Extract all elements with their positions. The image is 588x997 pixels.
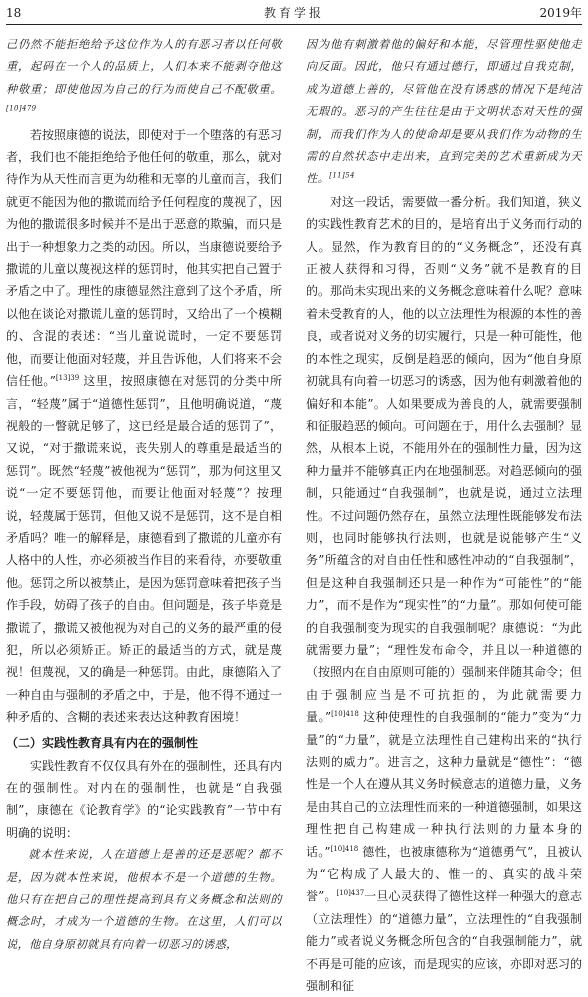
- section-heading: （二）实践性教育具有内在的强制性: [6, 735, 199, 750]
- citation-ref: [10]479: [6, 104, 37, 113]
- body-paragraph: 实践性教育不仅仅具有外在的强制性，还具有内在的强制性。对内在的强制性，也就是“自我强制”，康德在《论教育学》的“论实践教育”一节中有明确的说明：: [6, 758, 283, 840]
- citation-ref: [13]39: [55, 374, 80, 383]
- citation-ref: [10]418: [330, 844, 359, 853]
- block-quote-continuation: 己仍然不能拒绝给予这位作为人的有恶习者以任何敬重，起码在一个人的品质上，人们本来不能剥夺他这种敬重；即使他因为自己的行为而使自己不配敬重。$^{[10]479}$: [6, 38, 282, 113]
- journal-title: 教育学报: [263, 6, 324, 20]
- citation-ref: [10]418: [331, 710, 359, 719]
- block-quote: 就本性来说，人在道德上是善的还是恶呢？都不是，因为就本性来说，他根本不是一个道德的生物。他只有在把自己的理性提高到具有义务概念和法则的概念时，才成为一个道德的生物。在这里，人们可以说，他自身原初就具有向着一切恶习的诱惑，: [6, 848, 282, 951]
- citation-ref: [11]54: [329, 171, 355, 180]
- page-number: 18: [6, 6, 22, 20]
- body-paragraph: 对这一段话，需要做一番分析。我们知道，狭义的实践性教育艺术的目的，是培育出于义务而行动的人。显然，作为教育目的的“义务概念”，还没有真正被人获得和习得，否则“义务”就不是教育的目的。那尚未实现出来的义务概念意味着什么呢？意味着未受教育的人，他的以立法理性为根源的本性的善良，或者说对义务的切实履行，只是一种可能性，他的本性之现实，反倒是趋恶的倾向，因为“他自身原初就具有向着一切恶习的诱惑，因为他有刺激着他的偏好和本能”。人如果要成为善良的人，就需要强制和征服趋恶的倾向。可问题在于，用什么去强制？显然，从根本上说，不能用外在的强制性力量，因为这种力量并不能够真正内在地强制恶。对趋恶倾向的强制，只能通过“自我强制”，也就是说，通过立法理性。不过问题仍然存在，虽然立法理性既能够发布法则，也同时能够执行法则，也就是说能够产生“义务”所蕴含的对自由任性和感性冲动的“自我强制”，但是这种自我强制还只是一种作为“可能性”的“能力”，而不是作为“现实性”的“力量”。那如何使可能的自我强制变为现实的自我强制呢？康德说：“为此就需要力量”；“理性发布命令，并且以一种道德的（按照内在自由原则可能的）强制来伴随其命令；但由于强制应当是不可抗拒的，为此就需要力量。”$^{[10]418}$ 这种使理性的自我强制的“能力”变为“力量”的“力量”，就是立法理性自己建构出来的“执行法则的威力”。进言之，这种力量就是“德性”：“德性是一个人在遵从其义务时候意志的道德力量，义务是由其自己的立法理性而来的一种道德强制，如果这理性把自己构建成一种执行法则的力量本身的话。”$^{[10]418}$ 德性，也被康德称为“道德勇气”，且被认为“它构成了人最大的、惟一的、真实的战斗荣誉”。$^{[10]437}$一旦心灵获得了德性这样一种强大的意志（立法理性）的“道德力量”，立法理性的“自我强制能力”或者说义务概念所包含的“自我强制能力”，就不再是可能的应该，而是现实的应该，亦即对恶习的强制和征: [306, 194, 583, 994]
- right-column: [306, 34, 582, 997]
- block-quote-continuation: 因为他有刺激着他的偏好和本能，尽管理性驱使他走向反面。因此，他只有通过德行，即通过自我克制，成为道德上善的，尽管他在没有诱惑的情况下是纯洁无瑕的。恶习的产生往往是由于文明状态对天性的强制，而我们作为人的使命却是要从我们作为动物的生需的自然状态中走出来，直到完美的艺术重新成为天性。$^{[11]54}$: [306, 38, 582, 186]
- issue-year: 2019年: [539, 6, 582, 20]
- running-header: [6, 2, 582, 25]
- body-paragraph: 若按照康德的说法，即使对于一个堕落的有恶习者，我们也不能拒绝给予他任何的敬重，那么，就对待作为从天性而言更为幼稚和无辜的儿童而言，我们就更不能因为他的撒谎而给予任何程度的蔑视了，因为他的撒谎很多时候并不是出于恶意的欺骗，而只是出于一种想象力之类的动因。所以，当康德说要给予撒谎的儿童以蔑视这样的惩罚时，他其实把自己置于矛盾之中了。理性的康德显然注意到了这个矛盾，所以他在谈论对撒谎儿童的惩罚时，又给出了一个模糊的、含混的表述：“当儿童说谎时，一定不要惩罚他，而要让他面对轻蔑，并且告诉他，人们将来不会信任他。”$^{[13]39}$ 这里，按照康德在对惩罚的分类中所言，“轻蔑”属于“道德性惩罚”，且他明确说道，“蔑视般的一瞥就足够了，这已经是最合适的惩罚了”，又说，“对于撒谎来说，丧失别人的尊重是最适当的惩罚”。既然“轻蔑”被他视为“惩罚”，那为何这里又说“一定不要惩罚他，而要让他面对轻蔑”？按理说，轻蔑属于惩罚，但他又说不是惩罚，这不是自相矛盾吗？唯一的解释是，康德看到了撒谎的儿童亦有人格中的人性，亦必须被当作目的来看待，亦要敬重他。惩罚之所以被禁止，是因为惩罚意味着把孩子当作手段，妨碍了孩子的自由。但问题是，孩子毕竟是撒谎了，撒谎又被他视为对自己的义务的最严重的侵犯，所以必须矫正。矫正的最适当的方式，就是蔑视！但蔑视，又的确是一种惩罚。由此，康德陷入了一种自由与强制的矛盾之中，于是，他不得不通过一种矛盾的、含糊的表述来表达这种教育困境！: [6, 127, 283, 725]
- citation-ref: [10]437: [336, 889, 365, 898]
- left-column: [6, 34, 282, 956]
